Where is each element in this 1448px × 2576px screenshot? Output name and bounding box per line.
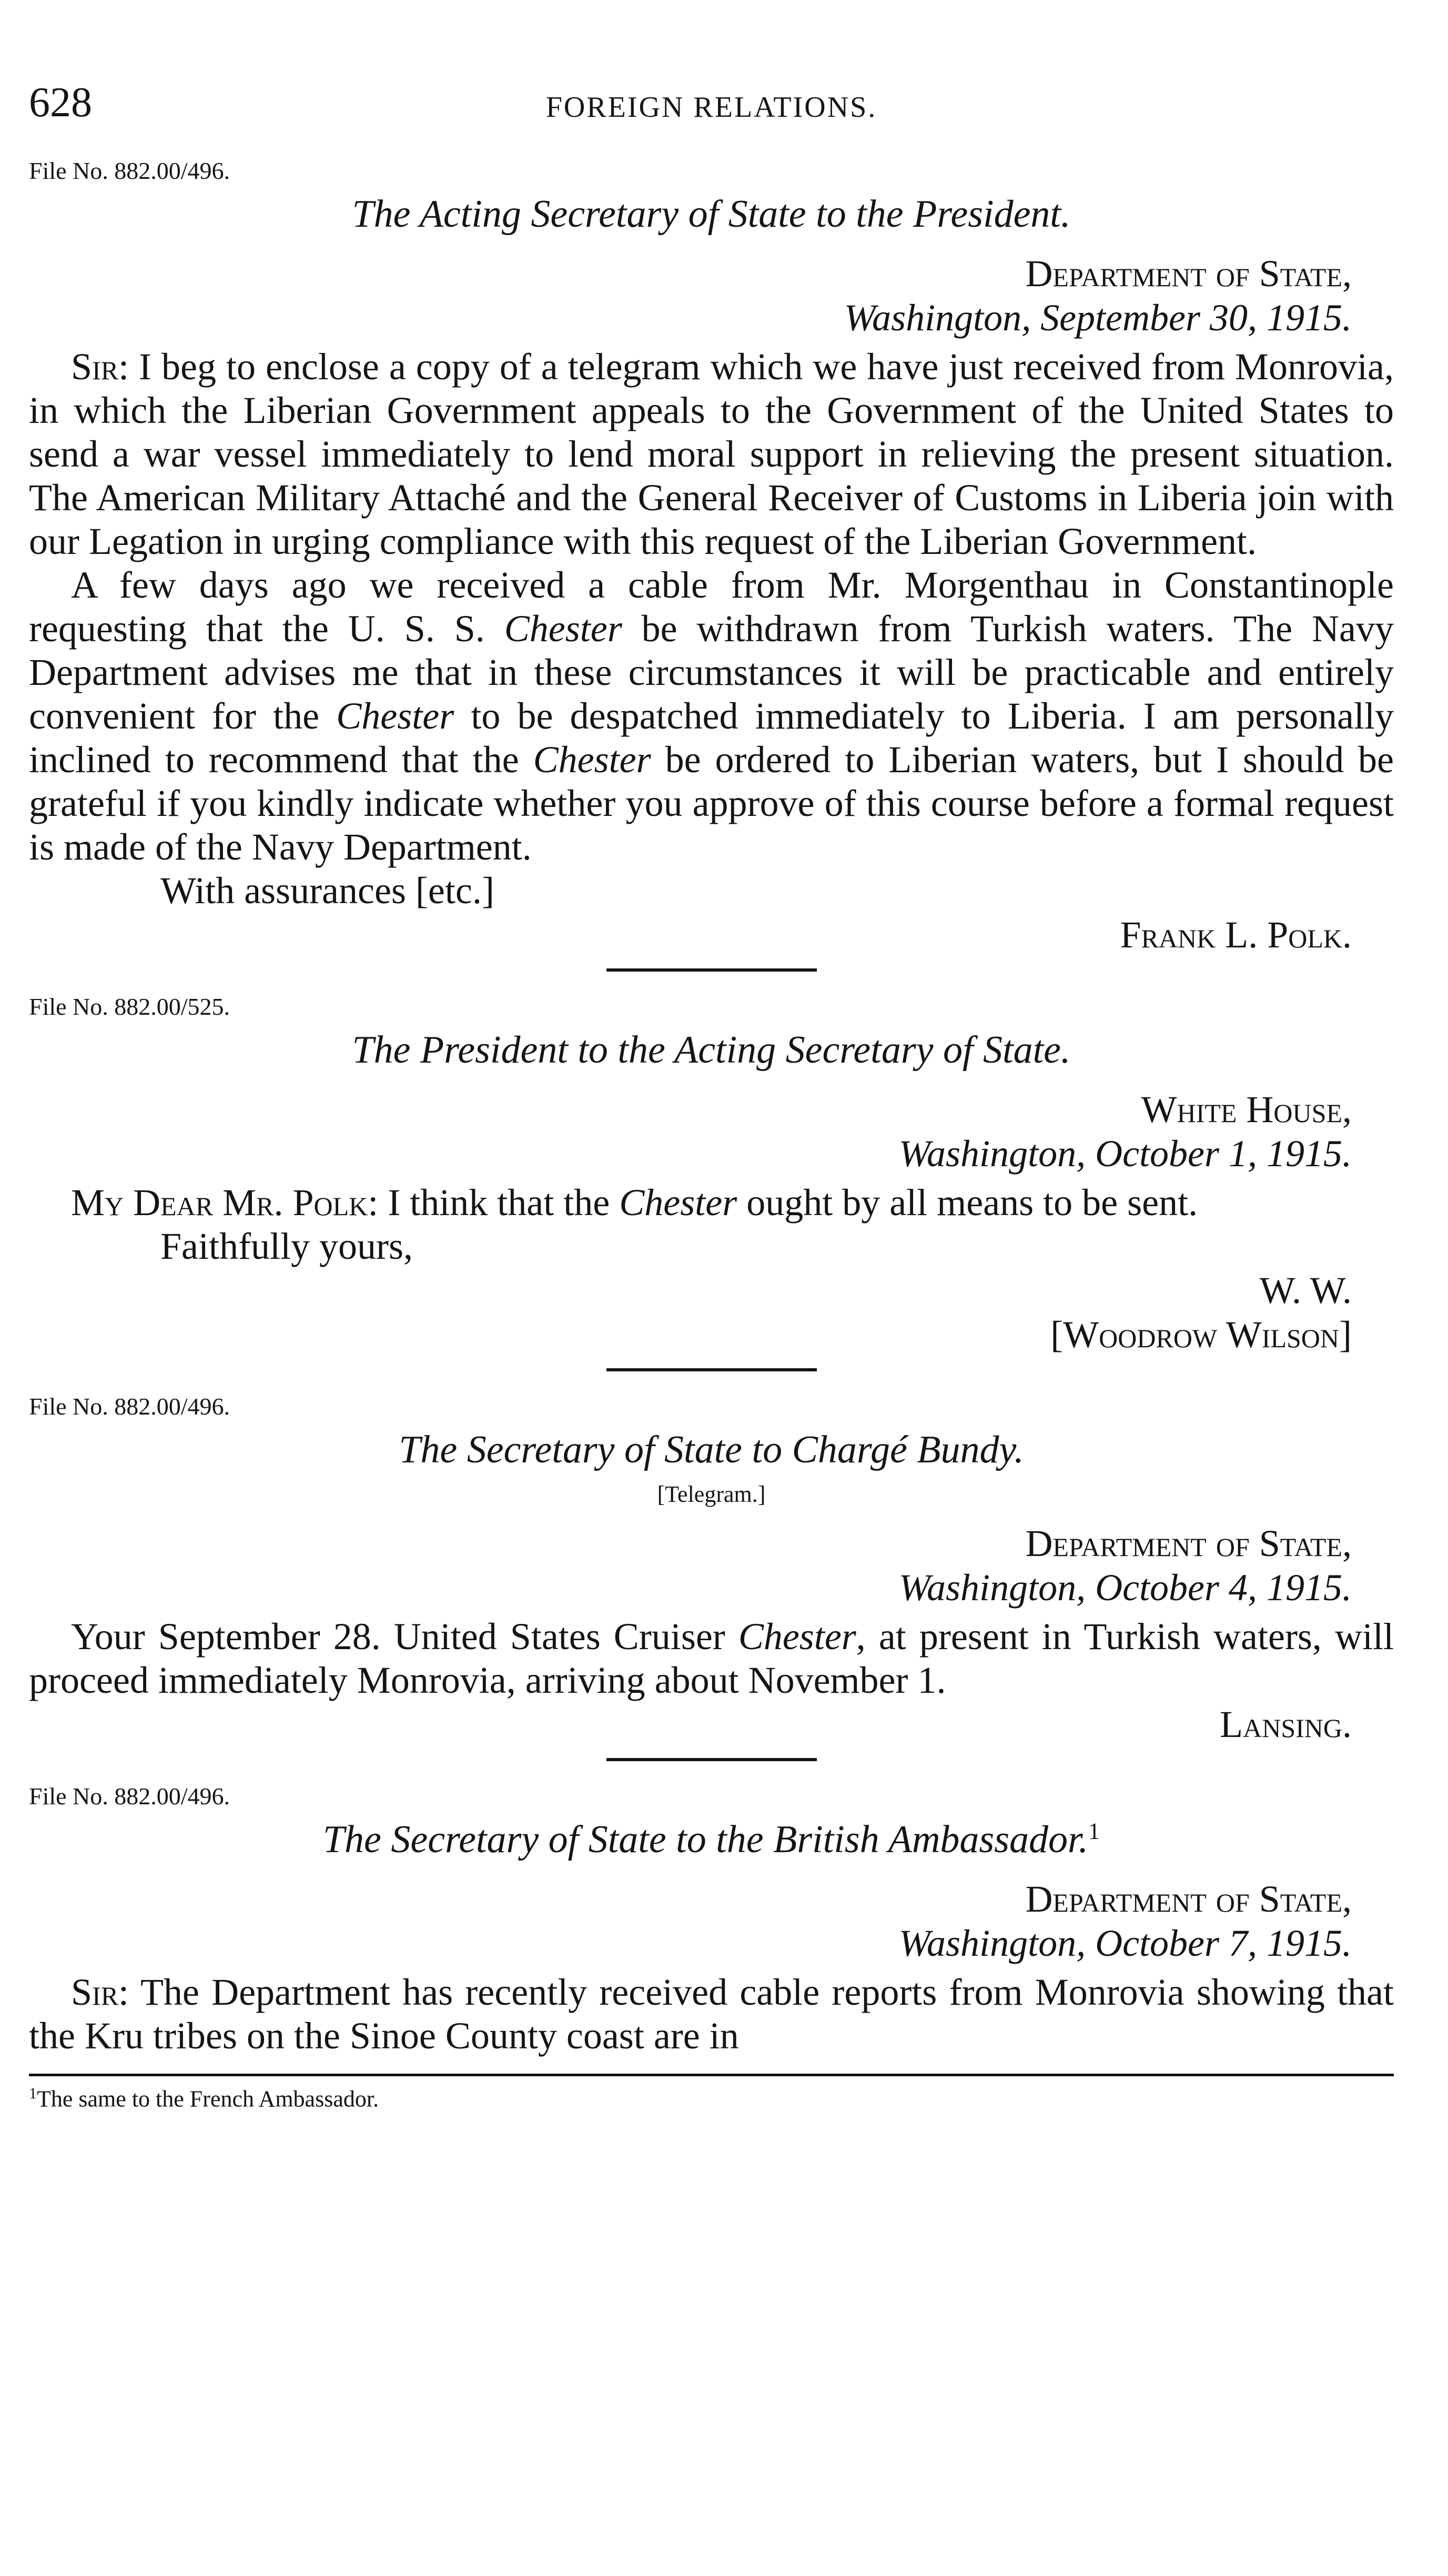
- signature: Frank L. Polk.: [1120, 914, 1352, 956]
- body-paragraph: Your September 28. United States Cruiser Chester, at present in Turkish waters, will proceed immediately Monrovia, arriving about November 1.: [29, 1615, 1394, 1701]
- ship-name: Chester: [738, 1615, 856, 1658]
- ship-name: Chester: [619, 1181, 737, 1224]
- salutation: My Dear Mr. Polk:: [71, 1181, 379, 1224]
- page-number: 628: [29, 79, 92, 126]
- document-title: The Secretary of State to the British Ambassador.$^1$: [322, 1818, 1100, 1861]
- page-header: [29, 79, 1394, 142]
- document-title: The Secretary of State to Chargé Bundy.: [399, 1428, 1024, 1471]
- file-number: File No. 882.00/496.: [29, 1783, 230, 1810]
- ship-name: Chester: [533, 739, 651, 781]
- signature-initials: W. W.: [1259, 1269, 1352, 1311]
- closing: Faithfully yours,: [160, 1225, 413, 1267]
- footnote-mark: 1: [29, 2085, 37, 2102]
- telegram-label: [Telegram.]: [657, 1481, 766, 1507]
- closing: With assurances [etc.]: [160, 870, 494, 912]
- dateline: Washington, October 4, 1915.: [898, 1567, 1352, 1609]
- salutation: Sir:: [71, 1971, 129, 2013]
- dateline: Washington, October 1, 1915.: [898, 1133, 1352, 1175]
- file-number: File No. 882.00/525.: [29, 993, 230, 1020]
- signature: Lansing.: [1220, 1703, 1352, 1745]
- footnote-reference: 1: [1088, 1818, 1100, 1844]
- body-paragraph: A few days ago we received a cable from Mr. Morgenthau in Constantinople requesting that the U. S. S. Chester be withdrawn from Turkish waters. The Navy Department advises me that in these circumstances it will be practicable and entirely convenient for the Chester to be despatched immediately to Liberia. I am personally inclined to recommend that the Chester be ordered to Liberian waters, but I should be grateful if you kindly indicate whether you approve of this course before a formal request is made of the Navy Department.: [29, 564, 1394, 868]
- ship-name: Chester: [504, 608, 622, 650]
- footnote-text: The same to the French Ambassador.: [37, 2086, 379, 2112]
- sender-office: Department of State,: [1025, 252, 1352, 295]
- document-title: The Acting Secretary of State to the President.: [352, 193, 1071, 236]
- section-divider: [606, 1758, 817, 1761]
- body-paragraph: My Dear Mr. Polk: I think that the Chester ought by all means to be sent.: [71, 1181, 1198, 1224]
- signature: [Woodrow Wilson]: [1050, 1314, 1352, 1356]
- body-paragraph: Sir: I beg to enclose a copy of a telegram which we have just received from Monrovia, in which the Liberian Government appeals to the Government of the United States to send a war vessel immediately to lend moral support in relieving the present situation. The American Military Attaché and the General Receiver of Customs in Liberia join with our Legation in urging compliance with this request of the Liberian Government.: [29, 346, 1394, 562]
- sender-office: Department of State,: [1025, 1522, 1352, 1564]
- sender-office: White House,: [1141, 1088, 1352, 1130]
- file-number: File No. 882.00/496.: [29, 157, 230, 184]
- document-title: The President to the Acting Secretary of State.: [352, 1028, 1071, 1072]
- salutation: Sir:: [71, 346, 129, 388]
- document-page: [29, 79, 1394, 2113]
- footnote-divider: [29, 2074, 1394, 2076]
- sender-office: Department of State,: [1025, 1878, 1352, 1920]
- dateline: Washington, October 7, 1915.: [898, 1922, 1352, 1964]
- ship-name: Chester: [336, 695, 454, 737]
- section-divider: [606, 1368, 817, 1371]
- dateline: Washington, September 30, 1915.: [844, 297, 1352, 339]
- section-divider: [606, 968, 817, 972]
- file-number: File No. 882.00/496.: [29, 1393, 230, 1420]
- body-paragraph: Sir: The Department has recently received cable reports from Monrovia showing that the Kru tribes on the Sinoe County coast are in: [29, 1971, 1394, 2057]
- running-head: FOREIGN RELATIONS.: [545, 91, 877, 124]
- footnote: [29, 2085, 1394, 2113]
